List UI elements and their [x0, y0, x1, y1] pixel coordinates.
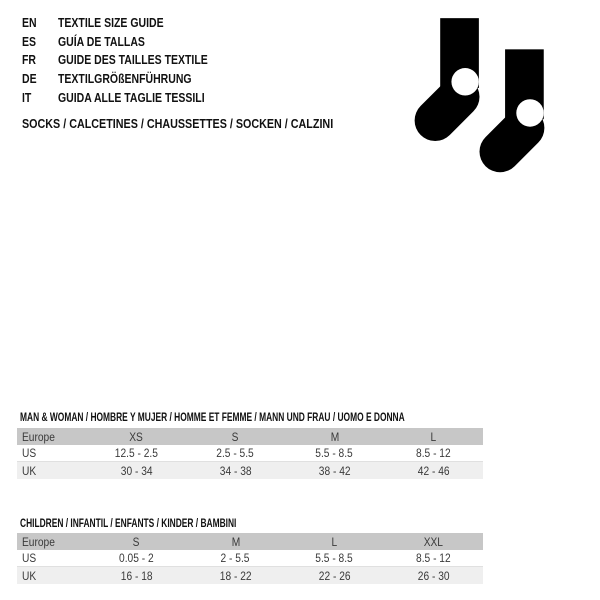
table-row [17, 550, 483, 567]
language-label: TEXTILGRÖßENFÜHRUNG [58, 72, 192, 87]
table-row [17, 567, 483, 585]
table-cell: 0.05 - 2 [87, 550, 186, 567]
table-title: MAN & WOMAN / HOMBRE Y MUJER / HOMME ET FEMME / MANN UND FRAU / UOMO E DONNA [20, 410, 405, 424]
table-title: CHILDREN / INFANTIL / ENFANTS / KINDER / BAMBINI [20, 516, 237, 530]
column-header: Europe [17, 428, 87, 445]
language-row-fr [22, 51, 236, 70]
table-cell: 8.5 - 12 [384, 550, 483, 567]
language-code: FR [22, 53, 37, 68]
table-cell: 34 - 38 [186, 462, 285, 480]
column-header: L [285, 533, 384, 550]
row-label: UK [17, 462, 87, 480]
language-row-de [22, 70, 236, 89]
language-label: GUIDA ALLE TAGLIE TESSILI [58, 90, 205, 105]
language-row-it [22, 88, 236, 107]
table-header-row [17, 428, 483, 445]
size-table-man-woman [17, 428, 483, 479]
language-row-es [22, 33, 236, 52]
size-section-man-woman [0, 410, 570, 479]
size-table-children [17, 533, 483, 584]
table-cell: 18 - 22 [186, 567, 285, 585]
language-code: ES [22, 34, 37, 49]
table-row [17, 462, 483, 480]
column-header: M [285, 428, 384, 445]
table-cell: 22 - 26 [285, 567, 384, 585]
table-cell: 5.5 - 8.5 [285, 445, 384, 462]
language-label: TEXTILE SIZE GUIDE [58, 16, 164, 31]
socks-icon [414, 18, 545, 173]
table-cell: 2.5 - 5.5 [186, 445, 285, 462]
language-code: DE [22, 72, 37, 87]
table-cell: 38 - 42 [285, 462, 384, 480]
column-header: S [87, 533, 186, 550]
language-list [22, 14, 236, 107]
table-row [17, 445, 483, 462]
language-label: GUIDE DES TAILLES TEXTILE [58, 53, 208, 68]
row-label: US [17, 550, 87, 567]
language-code: IT [22, 90, 32, 105]
column-header: L [384, 428, 483, 445]
table-cell: 42 - 46 [384, 462, 483, 480]
language-code: EN [22, 16, 37, 31]
language-row-en [22, 14, 236, 33]
column-header: XXL [384, 533, 483, 550]
column-header: S [186, 428, 285, 445]
table-cell: 12.5 - 2.5 [87, 445, 186, 462]
table-cell: 8.5 - 12 [384, 445, 483, 462]
size-section-children [0, 516, 483, 584]
column-header: Europe [17, 533, 87, 550]
table-cell: 30 - 34 [87, 462, 186, 480]
table-cell: 16 - 18 [87, 567, 186, 585]
category-line: SOCKS / CALCETINES / CHAUSSETTES / SOCKEN / CALZINI [22, 116, 334, 131]
column-header: XS [87, 428, 186, 445]
table-header-row [17, 533, 483, 550]
table-cell: 2 - 5.5 [186, 550, 285, 567]
column-header: M [186, 533, 285, 550]
table-cell: 26 - 30 [384, 567, 483, 585]
language-label: GUÍA DE TALLAS [58, 34, 145, 49]
table-cell: 5.5 - 8.5 [285, 550, 384, 567]
row-label: US [17, 445, 87, 462]
row-label: UK [17, 567, 87, 585]
